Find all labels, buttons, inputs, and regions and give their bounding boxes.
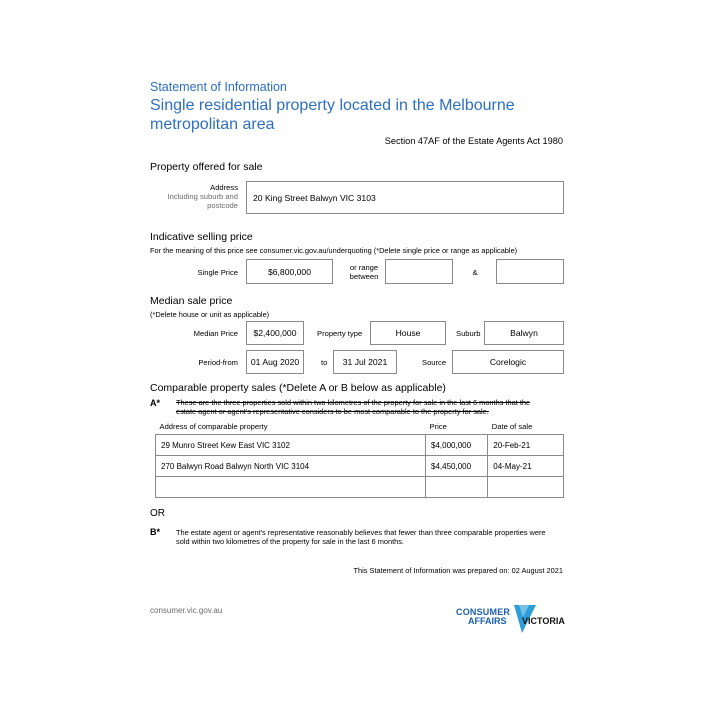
prepared-date-note: This Statement of Information was prepared on: 02 August 2021: [353, 566, 563, 575]
row-date: [488, 477, 564, 498]
option-a-text-line1: These are the three properties sold within two kilometres of the property for sale in the last 6 months that the: [176, 398, 531, 407]
document-title-line1: Single residential property located in the Melbourne: [150, 97, 515, 114]
act-reference: Section 47AF of the Estate Agents Act 1980: [384, 136, 563, 146]
row-price: [426, 477, 488, 498]
comparable-sales-table: [155, 420, 564, 498]
median-price-value: $2,400,000: [253, 328, 297, 338]
comparable-heading: Comparable property sales (*Delete A or B below as applicable): [150, 382, 446, 394]
column-header-price: Price: [429, 421, 447, 431]
median-heading: Median sale price: [150, 295, 233, 307]
median-price-label: Median Price: [193, 329, 238, 338]
table-row: [156, 477, 564, 498]
consumer-affairs-victoria-logo: [456, 603, 566, 639]
suburb-field[interactable]: [484, 321, 564, 345]
row-date: 20-Feb-21: [488, 435, 564, 456]
period-from-label: Period-from: [198, 358, 238, 367]
property-type-field[interactable]: [370, 321, 446, 345]
period-to-value: 31 Jul 2021: [342, 357, 388, 367]
option-b-text-line1: The estate agent or agent's representative reasonably believes that fewer than three comparable properties were: [176, 528, 546, 537]
logo-state: VICTORIA: [522, 616, 565, 626]
range-from-field[interactable]: [385, 259, 453, 284]
column-header-address: Address of comparable property: [159, 421, 268, 431]
period-from-field[interactable]: [246, 350, 304, 374]
table-row: [156, 435, 564, 456]
suburb-value: Balwyn: [510, 328, 538, 338]
address-field[interactable]: [246, 181, 564, 214]
row-address: 270 Balwyn Road Balwyn North VIC 3104: [156, 456, 426, 477]
property-heading: Property offered for sale: [150, 161, 263, 173]
property-type-value: House: [395, 328, 421, 338]
address-sublabel-1: Including suburb and: [167, 192, 238, 201]
table-header-row: [156, 420, 564, 435]
single-price-label: Single Price: [197, 268, 238, 277]
table-row: [156, 456, 564, 477]
period-to-field[interactable]: [333, 350, 397, 374]
range-label-1: or range: [349, 263, 379, 272]
logo-line1: CONSUMER: [456, 607, 511, 617]
row-price: $4,000,000: [426, 435, 488, 456]
row-address: 29 Munro Street Kew East VIC 3102: [156, 435, 426, 456]
period-from-value: 01 Aug 2020: [250, 357, 300, 367]
row-date: 04-May-21: [488, 456, 564, 477]
address-label: Address: [210, 183, 238, 192]
address-value: 20 King Street Balwyn VIC 3103: [253, 192, 376, 203]
option-b-marker: B*: [150, 527, 161, 537]
logo-line2: AFFAIRS: [468, 616, 507, 626]
property-type-label: Property type: [317, 329, 363, 338]
single-price-value: $6,800,000: [267, 266, 311, 277]
row-price: $4,450,000: [426, 456, 488, 477]
range-label-2: between: [349, 272, 379, 281]
single-price-field[interactable]: [246, 259, 333, 284]
or-label: OR: [150, 508, 165, 519]
median-note: (*Delete house or unit as applicable): [150, 310, 270, 319]
indicative-heading: Indicative selling price: [150, 231, 253, 243]
range-to-field[interactable]: [496, 259, 564, 284]
row-address: [156, 477, 426, 498]
indicative-note: For the meaning of this price see consumer.vic.gov.au/underquoting (*Delete single price or range as applicable): [150, 246, 518, 255]
suburb-label: Suburb: [456, 329, 481, 338]
to-label: to: [321, 358, 328, 367]
source-field[interactable]: [452, 350, 564, 374]
option-a-marker: A*: [150, 398, 161, 408]
median-price-field[interactable]: [246, 321, 304, 345]
option-b-text-line2: sold within two kilometres of the property for sale in the last 6 months.: [176, 537, 404, 546]
source-label: Source: [422, 358, 447, 367]
document-subtitle: Statement of Information: [150, 80, 287, 94]
document-title-line2: metropolitan area: [150, 116, 275, 133]
footer-website: consumer.vic.gov.au: [150, 606, 223, 615]
and-label: &: [472, 268, 478, 277]
option-a-text-line2: estate agent or agent's representative considers to be most comparable to the property for sale.: [176, 407, 489, 416]
source-value: Corelogic: [489, 357, 527, 367]
address-sublabel-2: postcode: [207, 201, 238, 210]
column-header-date: Date of sale: [491, 421, 533, 431]
